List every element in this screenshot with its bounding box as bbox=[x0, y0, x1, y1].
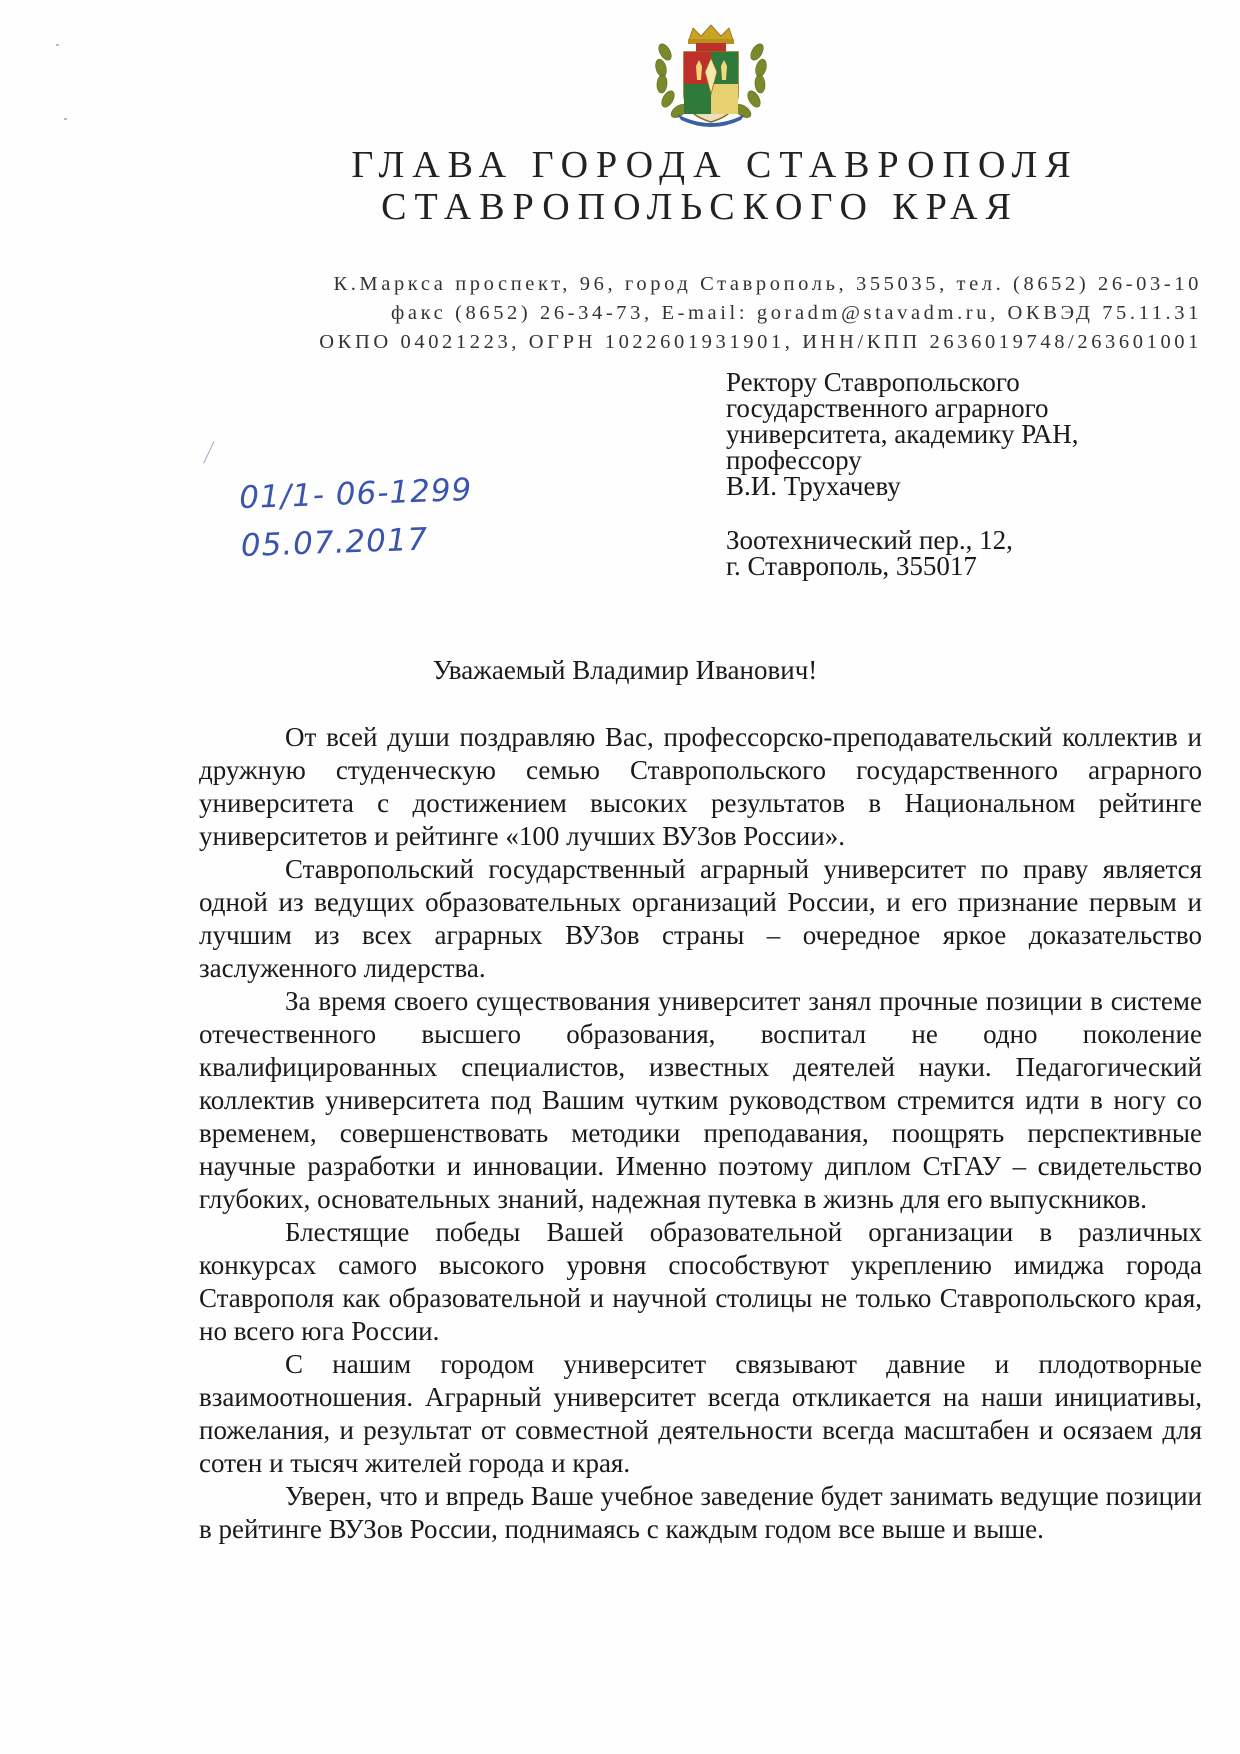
contact-line-address: К.Маркса проспект, 96, город Ставрополь, 355035, тел. (8652) 26-03-10 bbox=[333, 273, 1202, 295]
registration-stamp bbox=[238, 466, 474, 570]
body-paragraph: За время своего существования университет занял прочные позиции в системе отечественного высшего образования, воспитал не одно поколение квалифицированных специалистов, известных деятелей науки. Педагогический коллектив университета под Вашим чутким руководством стремится идти в ногу со временем, совершенствовать методики преподавания, поощрять перспективные научные разработки и инновации. Именно поэтому диплом СтГАУ – свидетельство глубоких, основательных знаний, надежная путевка в жизнь для его выпускников. bbox=[199, 986, 1202, 1214]
issuer-title-line2: СТАВРОПОЛЬСКОГО КРАЯ bbox=[381, 186, 1019, 228]
letter-body bbox=[199, 721, 1202, 1546]
contact-line-registry-codes: ОКПО 04021223, ОГРН 1022601931901, ИНН/КПП 2636019748/263601001 bbox=[319, 331, 1202, 353]
body-paragraph: С нашим городом университет связывают давние и плодотворные взаимоотношения. Аграрный университет всегда откликается на наши инициативы, пожелания, и результат от совместной деятельности всегда масштабен и осязаем для сотен и тысяч жителей города и края. bbox=[199, 1349, 1202, 1478]
salutation: Уважаемый Владимир Иванович! bbox=[432, 655, 818, 685]
registration-number: 01/1- 06-1299 bbox=[238, 471, 473, 517]
registration-date: 05.07.2017 bbox=[240, 521, 429, 565]
pen-mark bbox=[203, 441, 221, 467]
scan-artifact bbox=[56, 44, 59, 46]
addressee-name: В.И. Трухачеву bbox=[726, 471, 901, 501]
addressee-city: г. Ставрополь, 355017 bbox=[726, 551, 977, 581]
scan-artifact bbox=[64, 118, 67, 120]
addressee-street: Зоотехнический пер., 12, bbox=[726, 525, 1013, 555]
addressee-line: Ректору Ставропольского bbox=[726, 367, 1020, 397]
contact-line-fax-email: факс (8652) 26-34-73, E-mail: goradm@stavadm.ru, ОКВЭД 75.11.31 bbox=[391, 302, 1202, 324]
addressee-line: университета, академику РАН, bbox=[726, 419, 1079, 449]
addressee-block bbox=[726, 369, 1196, 579]
coat-of-arms-icon bbox=[651, 22, 771, 128]
body-paragraph: От всей души поздравляю Вас, профессорско-преподавательский коллектив и дружную студенческую семью Ставропольского государственного аграрного университета с достижением высоких результатов в Национальном рейтинге университетов и рейтинге «100 лучших ВУЗов России». bbox=[199, 722, 1202, 851]
body-paragraph: Блестящие победы Вашей образовательной организации в различных конкурсах самого высокого уровня способствуют укреплению имиджа города Ставрополя как образовательной и научной столицы не только Ставропольского края, но всего юга России. bbox=[199, 1217, 1202, 1346]
body-paragraph: Ставропольский государственный аграрный университет по праву является одной из ведущих образовательных организаций России, и его признание первым и лучшим из всех аграрных ВУЗов страны – очередное яркое доказательство заслуженного лидерства. bbox=[199, 854, 1202, 983]
addressee-line: профессору bbox=[726, 445, 862, 475]
addressee-line: государственного аграрного bbox=[726, 393, 1049, 423]
issuer-title-line1: ГЛАВА ГОРОДА СТАВРОПОЛЯ bbox=[351, 144, 1079, 186]
contact-details bbox=[222, 270, 1202, 357]
body-paragraph: Уверен, что и впредь Ваше учебное заведение будет занимать ведущие позиции в рейтинге ВУЗов России, поднимаясь с каждым годом все выше и выше. bbox=[199, 1481, 1202, 1544]
